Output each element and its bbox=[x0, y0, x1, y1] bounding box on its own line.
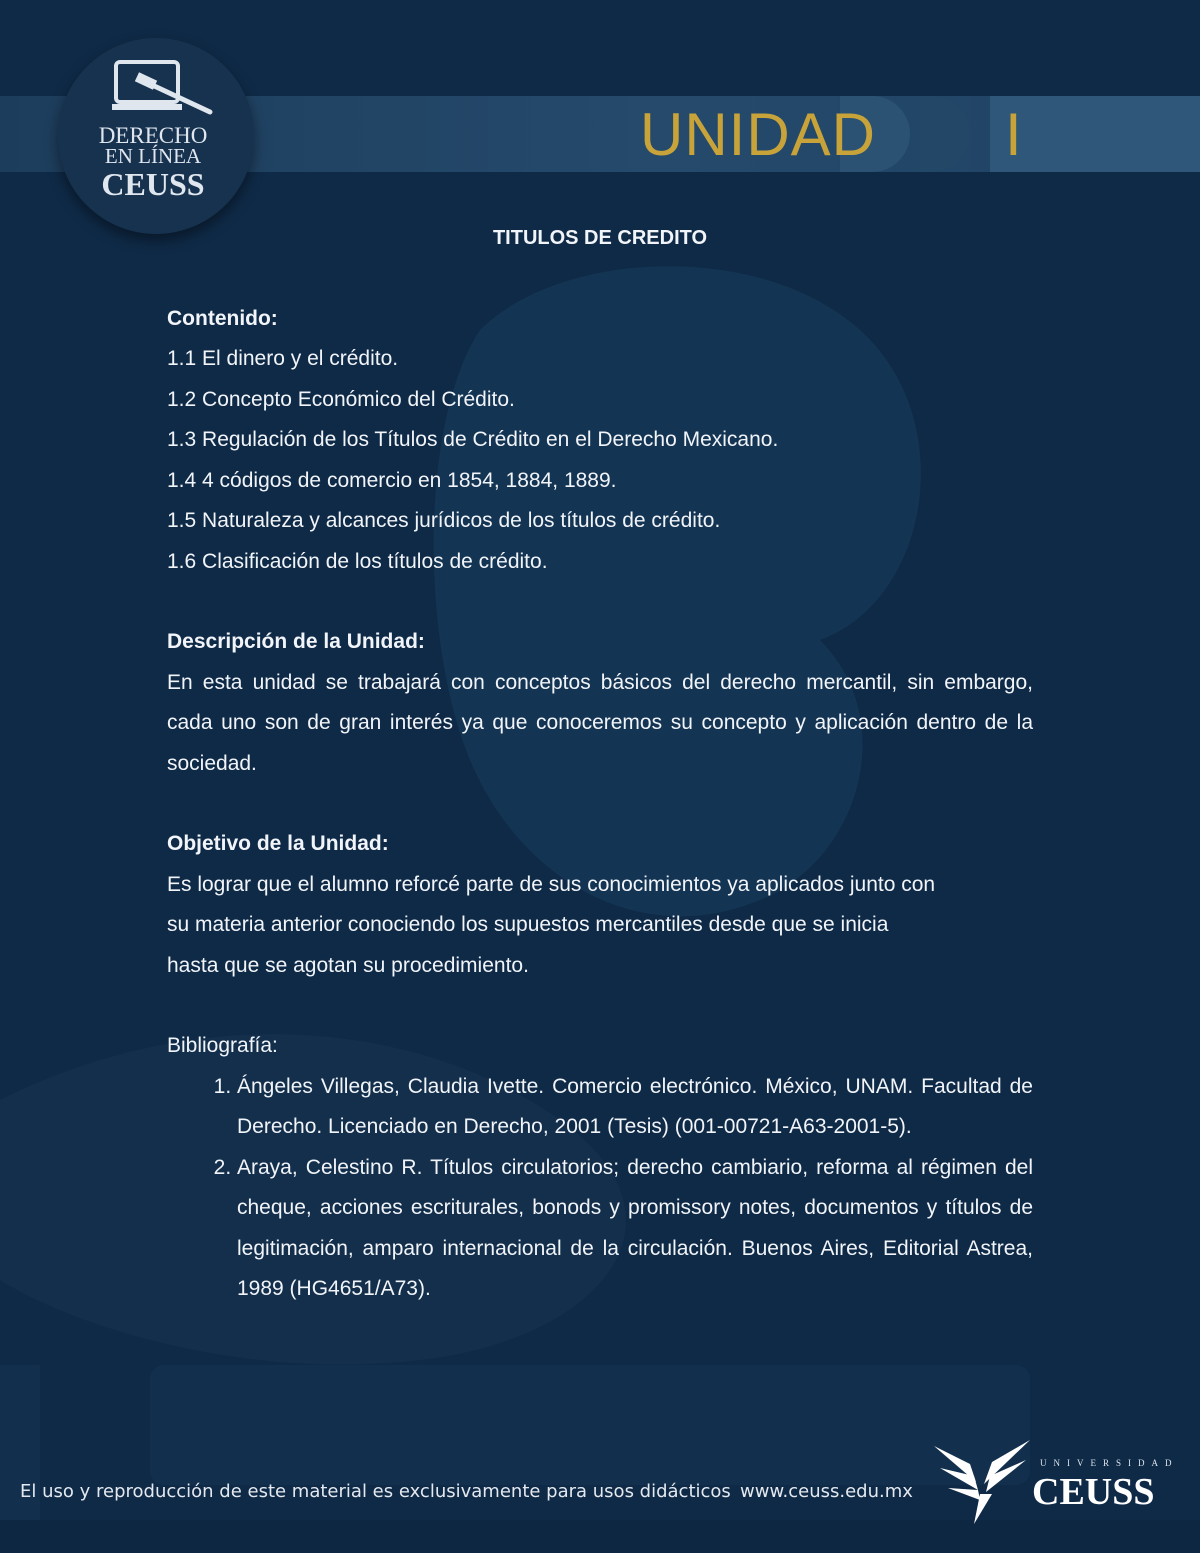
objective-heading: Objetivo de la Unidad: bbox=[167, 832, 389, 855]
university-label: UNIVERSIDAD bbox=[1040, 1458, 1179, 1468]
contents-item: 1.5 Naturaleza y alcances jurídicos de los títulos de crédito. bbox=[167, 509, 721, 532]
bibliography-item: 1. Ángeles Villegas, Claudia Ivette. Comercio electrónico. México, UNAM. Facultad de Derecho. Licenciado en Derecho, 2001 (Tesis) (001-00721-A63-2001-5). bbox=[237, 1067, 1033, 1148]
contents-list bbox=[167, 339, 1033, 582]
objective-line: hasta que se agotan su procedimiento. bbox=[167, 953, 529, 977]
gavel-icon bbox=[110, 58, 220, 124]
eagle-logo-icon bbox=[930, 1438, 1035, 1528]
contents-item: 1.6 Clasificación de los títulos de crédito. bbox=[167, 549, 548, 573]
footer-disclaimer: El uso y reproducción de este material es exclusivamente para usos didácticos bbox=[20, 1481, 731, 1502]
unit-label: UNIDAD bbox=[640, 101, 877, 168]
bibliography-heading: Bibliografía: bbox=[167, 1034, 278, 1057]
university-name: CEUSS bbox=[1032, 1471, 1155, 1513]
bibliography-list bbox=[167, 1067, 1033, 1310]
objective-text bbox=[167, 865, 1033, 987]
document-body bbox=[167, 218, 1033, 1310]
unit-number: I bbox=[1005, 101, 1022, 168]
contents-item: 1.2 Concepto Económico del Crédito. bbox=[167, 387, 515, 411]
description-heading: Descripción de la Unidad: bbox=[167, 630, 425, 653]
document-title: TITULOS DE CREDITO bbox=[492, 227, 708, 249]
contents-item: 1.4 4 códigos de comercio en 1854, 1884, 1889. bbox=[167, 468, 617, 492]
objective-line: Es lograr que el alumno reforcé parte de sus conocimientos ya aplicados junto con bbox=[167, 872, 936, 896]
contents-item: 1.3 Regulación de los Títulos de Crédito en el Derecho Mexicano. bbox=[167, 428, 779, 451]
header-chevron bbox=[920, 96, 970, 172]
logo-text-line3: CEUSS bbox=[101, 166, 205, 202]
objective-line: su materia anterior conociendo los supuestos mercantiles desde que se inicia bbox=[167, 913, 889, 936]
footer-website-link[interactable]: www.ceuss.edu.mx bbox=[740, 1481, 913, 1502]
logo-text-line1: DERECHO bbox=[98, 123, 208, 148]
description-text: En esta unidad se trabajará con conceptos básicos del derecho mercantil, sin embargo, cada uno son de gran interés ya que conoceremos su concepto y aplicación dentro de la sociedad. bbox=[167, 670, 1033, 775]
contents-item: 1.1 El dinero y el crédito. bbox=[167, 347, 399, 370]
bibliography-item: 2. Araya, Celestino R. Títulos circulatorios; derecho cambiario, reforma al régimen del cheque, acciones escriturales, bonods y promissory notes, documentos y títulos de legitimación, amparo internacional de la circulación. Buenos Aires, Editorial Astrea, 1989 (HG4651/A73). bbox=[237, 1148, 1033, 1310]
logo-text-line2: EN LÍNEA bbox=[104, 144, 202, 168]
contents-heading: Contenido: bbox=[167, 306, 278, 330]
